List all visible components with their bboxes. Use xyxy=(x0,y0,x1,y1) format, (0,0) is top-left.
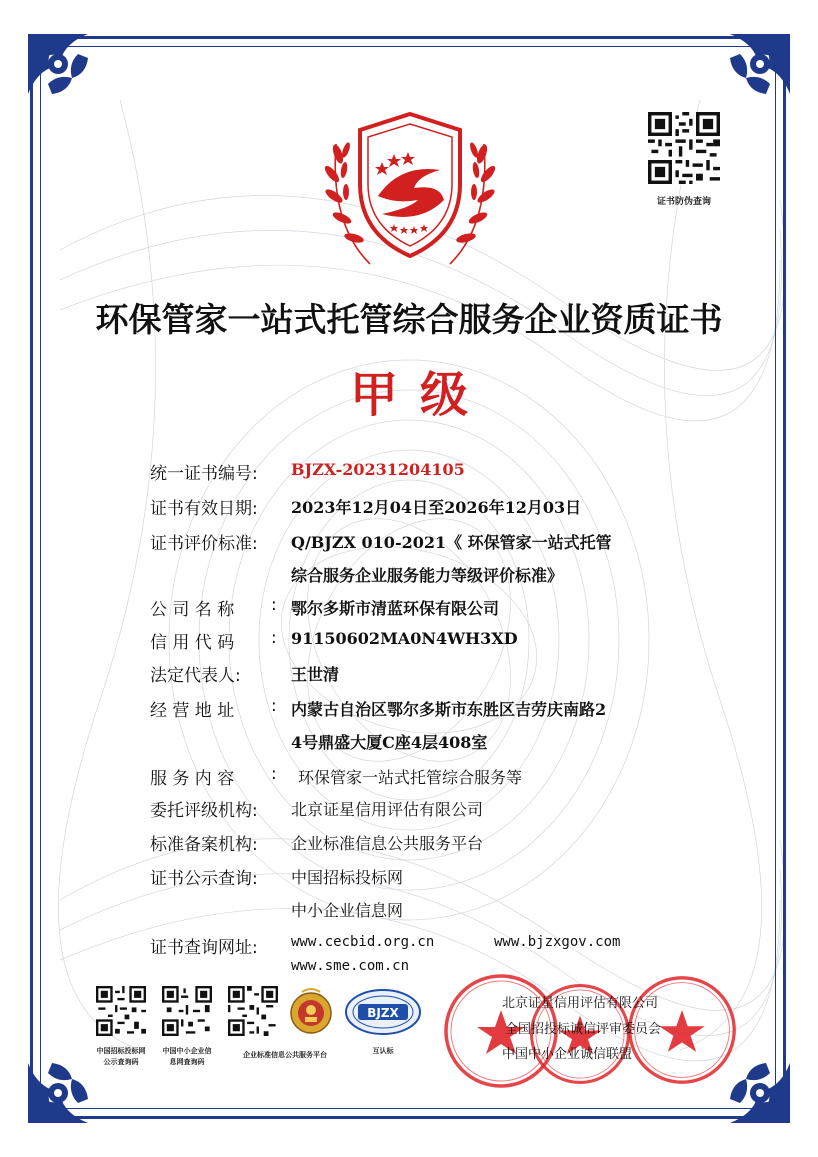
emblem-badge-icon xyxy=(288,986,334,1040)
qr-code-icon xyxy=(648,112,720,184)
qr-caption-line: 中国招标投标网 xyxy=(96,1047,146,1055)
field-value-address-line2: 4号鼎盛大厦C座4层408室 xyxy=(291,733,488,752)
field-label-filing-agency: 标准备案机构: xyxy=(150,835,258,855)
field-value-query-url-2[interactable]: www.bjzxgov.com xyxy=(494,934,621,950)
field-colon: : xyxy=(271,595,277,615)
qr-caption-line: 息网查询码 xyxy=(169,1058,205,1066)
shield-laurel-emblem-icon xyxy=(310,104,510,274)
badge-caption: 互认标 xyxy=(372,1047,394,1055)
field-label-legal-rep: 法定代表人: xyxy=(150,666,241,686)
field-value-company-name: 鄂尔多斯市清蓝环保有限公司 xyxy=(291,599,500,618)
field-label-service-content: 服 务 内 容 xyxy=(150,769,235,789)
qr-caption-line: 公示查询码 xyxy=(103,1058,139,1066)
issuer-name-3: 中国中小企业诚信联盟 xyxy=(502,1047,633,1062)
field-label-standard: 证书评价标准: xyxy=(150,534,258,554)
qr-caption-3: 企业标准信息公共服务平台 xyxy=(243,1051,327,1059)
field-label-address: 经 营 地 址 xyxy=(150,701,235,721)
field-label-rating-agency: 委托评级机构: xyxy=(150,801,258,821)
corner-ornament-top-right-icon xyxy=(704,34,790,120)
field-label-company-name: 公 司 名 称 xyxy=(150,600,235,620)
certificate-grade: 甲级 xyxy=(349,367,490,423)
anti-counterfeit-qr-code[interactable] xyxy=(648,112,720,184)
field-label-cert-number: 统一证书编号: xyxy=(150,464,258,484)
qr-code-icon[interactable] xyxy=(162,986,212,1036)
field-label-validity: 证书有效日期: xyxy=(150,499,258,519)
field-label-query-url: 证书查询网址: xyxy=(150,938,258,958)
field-value-query-url-1[interactable]: www.cecbid.org.cn xyxy=(291,934,435,950)
qr-code-icon[interactable] xyxy=(96,986,146,1036)
issuer-name-2: 全国招投标诚信评审委员会 xyxy=(505,1022,662,1037)
qr-caption-line: 中国中小企业信 xyxy=(162,1047,212,1055)
field-label-credit-code: 信 用 代 码 xyxy=(150,633,235,653)
field-value-standard: Q/BJZX 010-2021《 环保管家一站式托管 xyxy=(291,533,612,552)
qr-caption-2 xyxy=(150,1046,224,1068)
qr-caption-1 xyxy=(84,1046,158,1068)
field-value-service-content: 环保管家一站式托管综合服务等 xyxy=(298,768,523,787)
field-value-public-query-line2: 中小企业信息网 xyxy=(291,901,404,920)
field-value-rating-agency: 北京证星信用评估有限公司 xyxy=(291,800,484,819)
bjzx-mutual-recognition-badge-icon xyxy=(344,988,422,1036)
issuer-name-1: 北京证星信用评估有限公司 xyxy=(502,996,659,1011)
corner-ornament-top-left-icon xyxy=(28,34,114,120)
field-value-credit-code: 91150602MA0N4WH3XD xyxy=(291,629,518,648)
field-value-filing-agency: 企业标准信息公共服务平台 xyxy=(291,834,484,853)
qr-caption: 证书防伪查询 xyxy=(656,197,711,207)
certificate-title: 环保管家一站式托管综合服务企业资质证书 xyxy=(95,300,723,339)
badge-text: BJZX xyxy=(367,1006,399,1020)
field-value-validity: 2023年12月04日至2026年12月03日 xyxy=(291,498,582,517)
field-value-public-query: 中国招标投标网 xyxy=(291,868,404,887)
field-value-address: 内蒙古自治区鄂尔多斯市东胜区吉劳庆南路2 xyxy=(291,700,607,719)
field-value-legal-rep: 王世清 xyxy=(291,665,340,684)
field-colon: : xyxy=(271,764,277,784)
field-colon: : xyxy=(271,628,277,648)
qr-code-icon[interactable] xyxy=(228,986,278,1036)
field-colon: : xyxy=(271,696,277,716)
field-value-query-url-3[interactable]: www.sme.com.cn xyxy=(291,958,410,974)
field-value-cert-number: BJZX-20231204105 xyxy=(291,460,465,479)
field-label-public-query: 证书公示查询: xyxy=(150,869,258,889)
field-value-standard-line2: 综合服务企业服务能力等级评价标准》 xyxy=(291,566,564,585)
